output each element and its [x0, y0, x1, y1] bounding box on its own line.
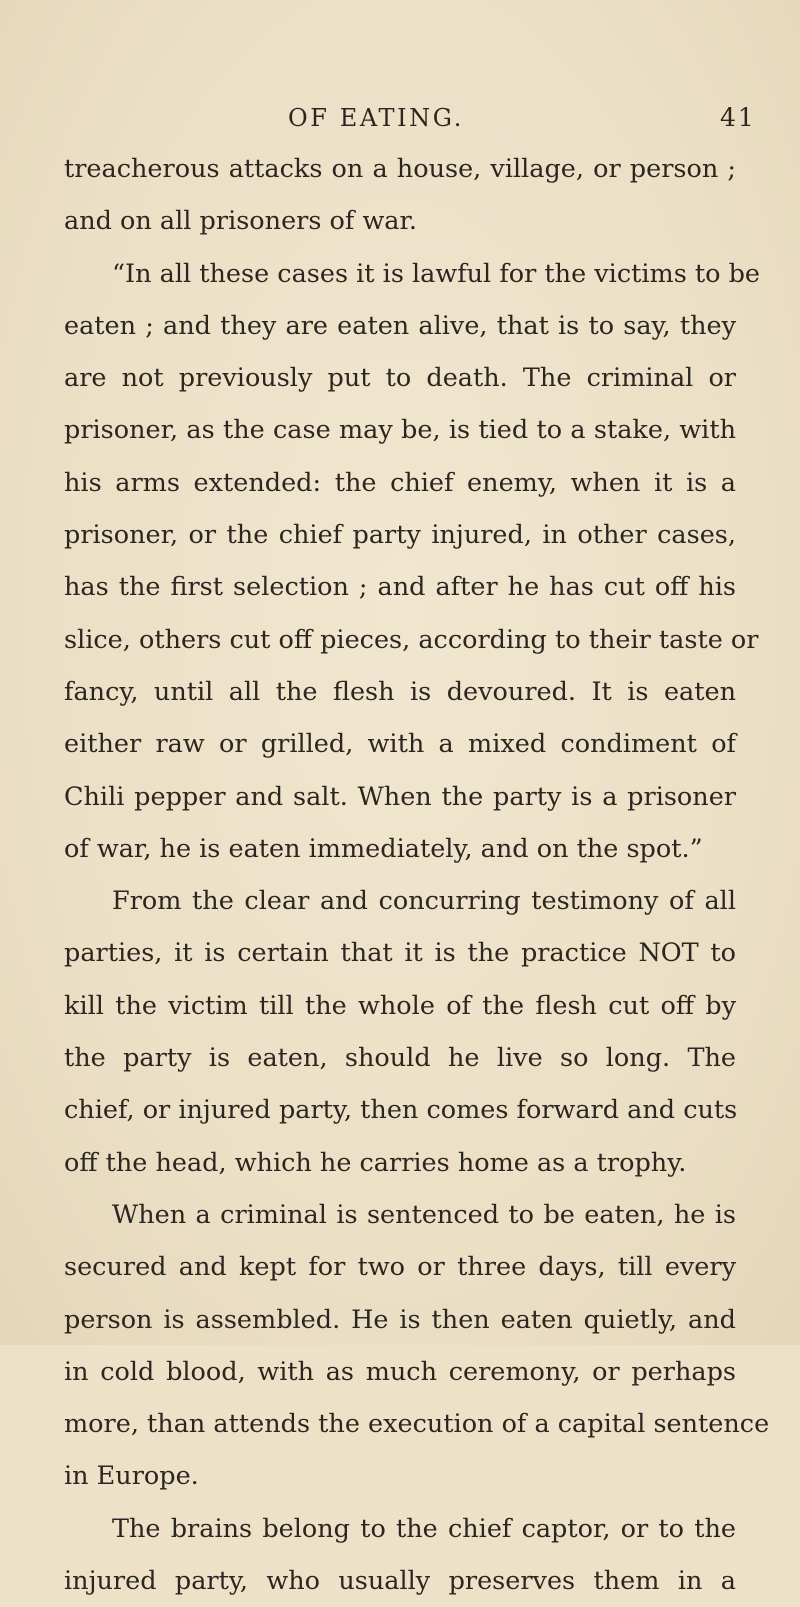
text-line: in Europe.	[64, 1461, 199, 1492]
text-line: person is assembled. He is then eaten quietly, and	[64, 1304, 736, 1335]
text-line: injured party, who usually preserves them in a	[64, 1566, 736, 1597]
text-line: parties, it is certain that it is the practice NOT to	[64, 938, 736, 969]
text-line: secured and kept for two or three days, till every	[64, 1252, 736, 1283]
text-line: the party is eaten, should he live so long. The	[64, 1043, 736, 1074]
text-line: off the head, which he carries home as a trophy.	[64, 1147, 687, 1178]
text-line: treacherous attacks on a house, village, or person ;	[64, 154, 736, 184]
running-title: OF EATING.	[288, 104, 464, 132]
text-line: From the clear and concurring testimony of all	[112, 886, 736, 917]
text-line: eaten ; and they are eaten alive, that is to say, they	[64, 310, 736, 341]
text-line: When a criminal is sentenced to be eaten, he is	[112, 1199, 736, 1230]
text-line: in cold blood, with as much ceremony, or perhaps	[64, 1356, 736, 1387]
text-line: more, than attends the execution of a capital sentence	[64, 1409, 770, 1440]
text-line: prisoner, or the chief party injured, in other cases,	[64, 520, 736, 551]
running-header	[0, 98, 800, 138]
text-line: fancy, until all the flesh is devoured. It is eaten	[64, 676, 736, 707]
text-line: his arms extended: the chief enemy, when it is a	[64, 467, 736, 498]
text-line: and on all prisoners of war.	[64, 206, 417, 237]
text-line: prisoner, as the case may be, is tied to a stake, with	[64, 415, 736, 446]
page-number: 41	[720, 103, 756, 132]
text-line: chief, or injured party, then comes forward and cuts	[64, 1095, 738, 1126]
text-line: The brains belong to the chief captor, or to the	[112, 1513, 736, 1544]
text-line: has the first selection ; and after he has cut off his	[64, 572, 736, 603]
text-line: of war, he is eaten immediately, and on the spot.”	[64, 833, 703, 864]
text-line: Chili pepper and salt. When the party is a prisoner	[64, 781, 736, 812]
text-line: kill the victim till the whole of the flesh cut off by	[64, 990, 736, 1021]
text-line: “In all these cases it is lawful for the victims to be	[112, 258, 761, 289]
text-line: either raw or grilled, with a mixed condiment of	[64, 729, 736, 760]
text-line: slice, others cut off pieces, according to their taste or	[64, 624, 759, 655]
body-text	[64, 143, 770, 1607]
text-line: are not previously put to death. The criminal or	[64, 363, 736, 394]
